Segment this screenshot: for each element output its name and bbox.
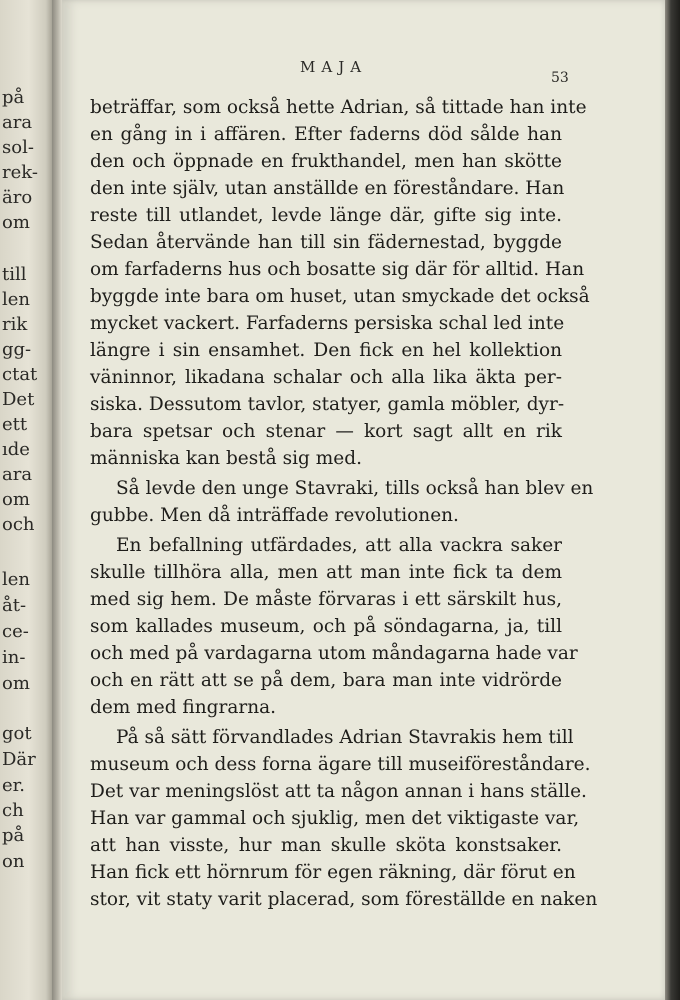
text-line: museum och dess forna ägare till museiföreståndare. [90,754,591,775]
facing-page-fragment: äro [2,187,33,208]
text-line: att han visste, hur man skulle sköta konstsaker. [90,835,562,856]
facing-page-fragment: len [2,289,31,310]
facing-page-fragment: ara [2,112,33,133]
page-number: 53 [551,70,569,86]
text-line: och med på vardagarna utom måndagarna hade var [90,643,578,664]
text-line: den och öppnade en frukthandel, men han skötte [90,151,562,172]
text-line: reste till utlandet, levde länge där, gifte sig inte. [90,205,562,226]
facing-page-fragment: om [2,673,30,694]
text-line: en gång in i affären. Efter faderns död sålde han [90,124,562,145]
text-line: och en rätt att se på dem, bara man inte vidrörde [90,670,562,691]
facing-page-fragment: ch [2,800,24,821]
text-line: stor, vit staty varit placerad, som föreställde en naken [90,889,598,910]
text-line: den inte själv, utan anställde en föreståndare. Han [90,178,565,199]
text-line: Det var meningslöst att ta någon annan i hans ställe. [90,781,587,802]
text-line: mycket vackert. Farfaderns persiska schal led inte [90,313,565,334]
facing-page-fragment: och [2,514,35,535]
facing-page-fragment: rek- [2,162,38,183]
text-line: människa kan bestå sig med. [90,448,362,469]
facing-page-fragment: Där [2,749,36,770]
text-line: Han var gammal och sjuklig, men det viktigaste var, [90,808,580,829]
facing-page-fragment: åt- [2,595,27,616]
text-line: beträffar, som också hette Adrian, så tittade han inte [90,97,587,118]
text-line: gubbe. Men då inträffade revolutionen. [90,505,459,526]
text-line: siska. Dessutom tavlor, statyer, gamla möbler, dyr- [90,394,565,415]
text-line: skulle tillhöra alla, men att man inte fick ta dem [90,562,562,583]
text-line: En befallning utfärdades, att alla vackra saker [116,535,562,556]
running-head: MAJA [300,58,368,76]
book-gutter [52,0,62,1000]
facing-page-fragment: om [2,489,30,510]
facing-page-fragment: på [2,825,25,846]
facing-page-fragment: på [2,87,25,108]
facing-page-fragment: in- [2,647,26,668]
text-line: Sedan återvände han till sin fädernestad, byggde [90,232,562,253]
text-line: bara spetsar och stenar — kort sagt allt en rik [90,421,562,442]
facing-page-fragment: Det [2,389,35,410]
facing-page-fragment: rik [2,314,28,335]
facing-page-fragment: ce- [2,621,29,642]
facing-page-fragment: ıde [2,439,30,460]
facing-page-fragment: ctat [2,364,38,385]
facing-page-fragment: till [2,264,27,285]
facing-page-fragment: ett [2,414,28,435]
facing-page-fragment: gg- [2,339,32,360]
text-line: som kallades museum, och på söndagarna, ja, till [90,616,562,637]
facing-page-fragment: sol- [2,137,34,158]
facing-page-fragment: len [2,569,31,590]
facing-page-fragment: er. [2,775,26,796]
text-line: om farfaderns hus och bosatte sig där för alltid. Han [90,259,585,280]
facing-page-fragment: on [2,851,25,872]
text-line: längre i sin ensamhet. Den fick en hel kollektion [90,340,562,361]
page-edge-shadow [665,0,680,1000]
text-line: med sig hem. De måste förvaras i ett särskilt hus, [90,589,562,610]
facing-page-fragment: got [2,723,32,744]
text-line: byggde inte bara om huset, utan smyckade det också [90,286,590,307]
text-line: Så levde den unge Stavraki, tills också han blev en [116,478,594,499]
text-line: dem med fingrarna. [90,697,277,718]
facing-page-edge [0,0,52,1000]
text-line: väninnor, likadana schalar och alla lika äkta per- [90,367,562,388]
facing-page-fragment: om [2,212,30,233]
text-line: Han fick ett hörnrum för egen räkning, där förut en [90,862,576,883]
facing-page-fragment: ara [2,464,33,485]
text-line: På så sätt förvandlades Adrian Stavrakis hem till [116,727,574,748]
